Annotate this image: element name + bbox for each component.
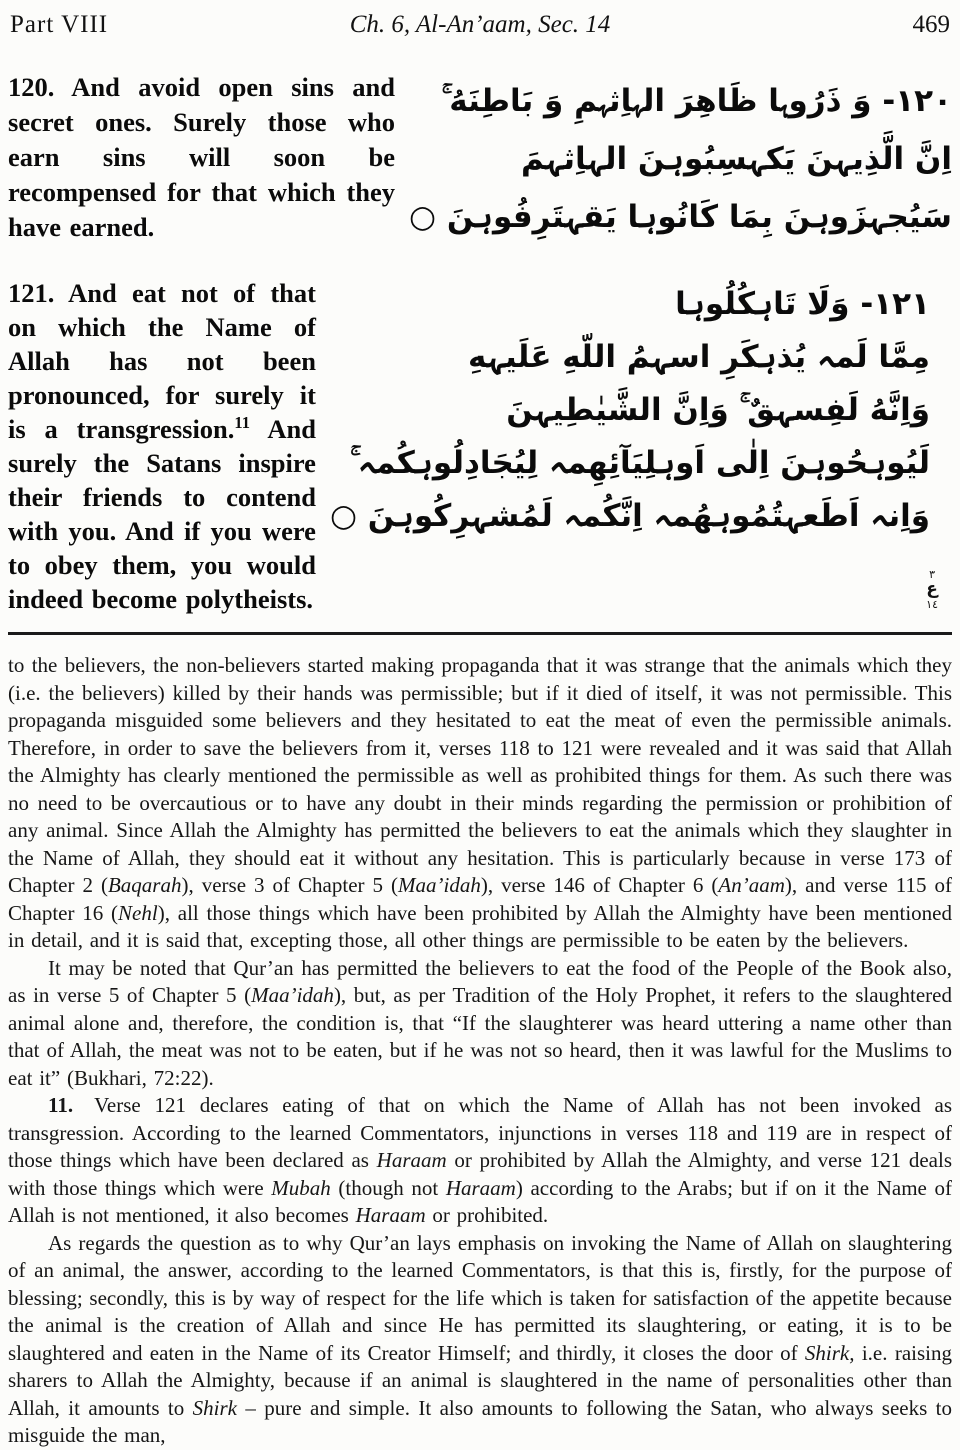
arabic-line: وَاِنَّهُ لَفِسہقٌ ۚ وَاِنَّ الشَّیٰطِیہنَ [506,392,930,428]
commentary-paragraph: It may be noted that Qur’an has permitted the believers to eat the food of the People of the Book also, as in verse 5 of Chapter 5 (Maa’idah), but, as per Tradition of the Holy Prophet, it refers to the slaughtered animal alone and, therefore, the condition is, that “If the slaughterer was heard uttering a name other than that of Allah, the meat was not to be eaten, but if he was not so heard, then it was lawful for the Muslims to eat it” (Bukhari, 72:22). [8,955,952,1090]
arabic-line: ١٢١- وَلَا تَاہكُلُوہا [675,286,930,322]
commentary-paragraph: to the believers, the non-believers started making propaganda that it was strange that the animals which they (i.e. the believers) killed by their hands was permissible; but if it died of itself, it was not permissible. This propaganda misguided some believers and they hesitated to eat the meat of even the permissible animals. Therefore, in order to save the believers from it, verses 118 to 121 were revealed and it was said that Allah the Almighty has clearly mentioned the permissible as well as prohibited things for them. As such there was no need to be overcautious or to have any doubt in their minds regarding the permission or prohibition of any animal. Since Allah the Almighty has permitted the believers to eat the animals which they slaughter in the Name of Allah, they should eat it without any hesitation. This is particularly because in verse 173 of Chapter 2 (Baqarah), verse 3 of Chapter 5 (Maa’idah), verse 146 of Chapter 6 (An’aam), and verse 115 of Chapter 16 (Nehl), all those things which have been prohibited by Allah the Almighty have been mentioned in detail, and it is said that, excepting those, all other things are permissible to be eaten by the believers. [8,653,953,952]
arabic-line: مِمَّا لَمہ یُذہكَرِ اسہمُ اللّهِ عَلَیہهِ [468,339,930,375]
verse-120-arabic [409,70,952,246]
arabic-line: ١٢٠- وَ ذَرُوہا ظَاهِرَ الہاِثہمِ وَ بَاطِنَهُ ۚ [441,83,952,119]
section-divider [8,632,952,635]
page-header [8,6,952,40]
verse-121-english: 121. And eat not of that on which the Name of Allah has not been pronounced, for surely it is a transgression.$^{11}$ And surely the Satans inspire their friends to contend with you. And if you were to obey them, you would indeed become polytheists. [8,278,316,614]
footnote-11-paragraph: 11. Verse 121 declares eating of that on which the Name of Allah has not been invoked as transgression. According to the learned Commentators, injunctions in verses 118 and 119 are in respect of those things which have been declared as Haraam or prohibited by Allah the Almighty, and verse 121 deals with those things which were Mubah (though not Haraam) according to the Arabs; but if on it the Name of Allah is not mentioned, it also becomes Haraam or prohibited. [8,1093,953,1227]
commentary [8,652,952,1450]
ruku-marker [926,569,938,610]
arabic-line: سَیُجہزَوہنَ بِمَا كَانُوہا یَقہتَرِفُوہنَ ○ [409,199,952,235]
ruku-ain-glyph: ع [926,579,938,599]
page-number: 469 [912,11,950,38]
verse-121-arabic [330,276,952,616]
chapter-title: Ch. 6, Al-An’aam, Sec. 14 [349,11,611,38]
commentary-paragraph: As regards the question as to why Qur’an lays emphasis on invoking the Name of Allah on slaughtering of an animal, the answer, according to the learned Commentators, is that this is, firstly, for the purpose of blessing; secondly, this is by way of respect for the life which is taken for satisfaction of the appetite because the animal is the creation of Allah and since He has permitted its slaughtering, or eating, it is to be slaughtered and eaten in the Name of its Creator Himself; and thirdly, it closes the door of Shirk, i.e. raising sharers to Allah the Almighty, because if an animal is slaughtered in the name of personalities other than Allah, it amounts to Shirk – pure and simple. It also amounts to following the Satan, who always seeks to misguide the man, [8,1230,953,1447]
arabic-line: اِنَّ الَّذِیہنَ یَكہسِبُوہنَ الہاِثہمَ [520,141,952,177]
part-label: Part VIII [10,11,109,38]
arabic-line: وَاِنہ اَطَعہتُمُوہهُمہ اِنَّكُمہ لَمُشہرِكُوہنَ ○ [329,498,930,534]
ruku-bottom-number: ١٤ [926,598,938,611]
arabic-line: لَیُوہحُوہنَ اِلٰی اَوہلِیَآئِهِمہ لِیُجَادِلُوہكُمہ ۚ [350,445,930,481]
verse-121-row [8,276,952,616]
verse-120-row [8,70,952,246]
ruku-top-number: ٣ [929,568,936,581]
verse-120-english: 120. And avoid open sins and secret ones. Surely those who earn sins will soon be recompensed for that which they have earned. [8,72,396,242]
